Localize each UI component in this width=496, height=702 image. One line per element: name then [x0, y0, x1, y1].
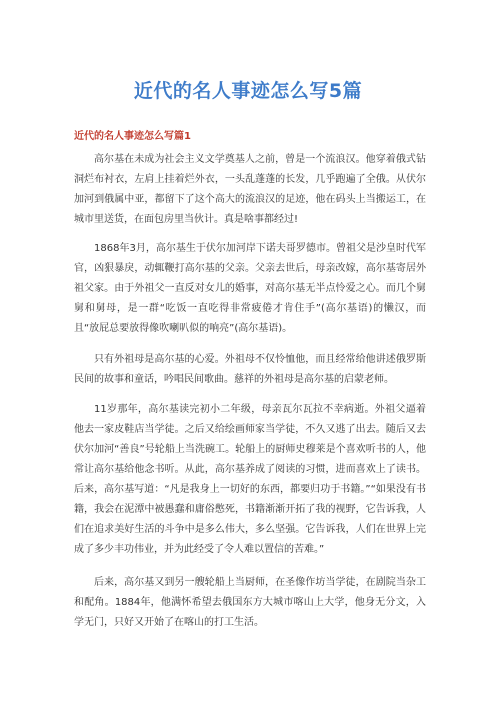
paragraph: 只有外祖母是高尔基的心爱。外祖母不仅怜恤他，而且经常给他讲述俄罗斯民间的故事和童话，吟唱民间歌曲。慈祥的外祖母是高尔基的启蒙老师。	[74, 354, 426, 385]
paragraph: 1868年3月，高尔基生于伏尔加河岸下诺夫哥罗德市。曾祖父是沙皇时代军官，凶狠暴戾，动辄鞭打高尔基的父亲。父亲去世后，母亲改嫁，高尔基寄居外祖父家。由于外祖父一直反对女儿的婚事，对高尔基无半点怜爱之心。而几个舅舅和舅母，是一群“吃饭一直吃得非常疲倦才肯住手”(高尔基语)的懒汉，而且“放屁总要放得像吹喇叭似的响亮”(高尔基语)。	[74, 243, 426, 334]
section-heading: 近代的名人事迹怎么写篇1	[74, 131, 191, 142]
paragraph: 11岁那年，高尔基读完初小二年级，母亲瓦尔瓦拉不幸病逝。外祖父逼着他去一家皮鞋店当学徒。之后又给绘画师家当学徒，不久又逃了出去。随后又去伏尔加河“善良”号轮船上当洗碗工。轮船上的厨师史穆莱是个喜欢听书的人，他常让高尔基给他念书听。从此，高尔基养成了阅读的习惯，进而喜欢上了读书。后来，高尔基写道：“凡是我身上一切好的东西，都要归功于书籍。”“如果没有书籍，我会在泥潭中被愚蠢和庸俗憋死，书籍渐渐开拓了我的视野，它告诉我，人们在追求美好生活的斗争中是多么伟大，多么坚强。它告诉我，人们在世界上完成了多少丰功伟业，并为此经受了令人难以置信的苦难。”	[74, 404, 426, 555]
paragraph: 高尔基在未成为社会主义文学奠基人之前，曾是一个流浪汉。他穿着俄式钻洞烂布衬衣，左肩上挂着烂外衣，一头乱蓬蓬的长发，几乎跑遍了全俄。从伏尔加河到俄属中亚，都留下了这个高大的流浪汉的足迹，他在码头上当搬运工，在城市里送货，在面包房里当伙计。真是啥事都经过!	[74, 154, 426, 225]
paragraph: 后来，高尔基又到另一艘轮船上当厨师，在圣像作坊当学徒，在剧院当杂工和配角。1884年，他满怀希望去俄国东方大城市喀山上大学，他身无分文，入学无门，只好又开始了在喀山的打工生活。	[74, 577, 426, 628]
document-title: 近代的名人事迹怎么写5篇	[133, 80, 363, 102]
